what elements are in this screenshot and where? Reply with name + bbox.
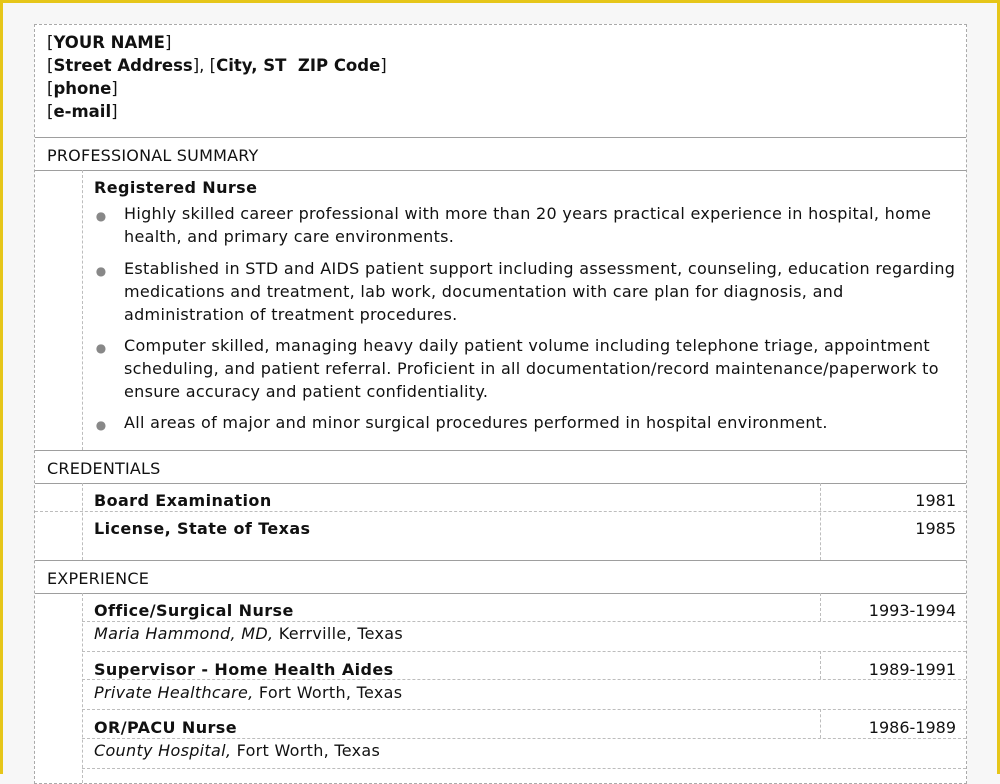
job-location: Fort Worth, Texas <box>231 741 381 760</box>
section-heading-credentials: CREDENTIALS <box>47 459 161 478</box>
summary-title: Registered Nurse <box>94 178 258 197</box>
column-divider <box>82 170 83 450</box>
job-title: OR/PACU Nurse <box>94 718 237 737</box>
resume-page <box>34 24 967 784</box>
summary-bullet: Established in STD and AIDS patient support including assessment, counseling, education regarding medications and treatment, lab work, documentation with care plan for diagnosis, and administration of treatment procedures. <box>124 259 956 324</box>
column-divider <box>82 483 83 560</box>
job-employer-line <box>94 624 403 643</box>
phone[interactable]: phone <box>53 79 112 98</box>
job-years: 1993-1994 <box>868 601 956 620</box>
city-state-zip[interactable]: City, ST ZIP Code <box>216 56 381 75</box>
job-location: Fort Worth, Texas <box>253 683 403 702</box>
section-heading-summary: PROFESSIONAL SUMMARY <box>47 146 259 165</box>
bullet-icon: ● <box>95 418 107 432</box>
divider <box>35 137 966 138</box>
divider <box>82 621 966 622</box>
divider <box>82 709 966 710</box>
credential-year: 1981 <box>915 491 956 510</box>
divider <box>82 651 966 652</box>
section-heading-experience: EXPERIENCE <box>47 569 150 588</box>
job-employer-line <box>94 683 402 702</box>
job-location: Kerrville, Texas <box>273 624 404 643</box>
job-years: 1989-1991 <box>868 660 956 679</box>
job-employer: Private Healthcare, <box>94 683 254 702</box>
column-divider <box>820 483 821 560</box>
divider <box>35 170 966 171</box>
column-divider <box>820 651 821 679</box>
credential-title: Board Examination <box>94 491 272 510</box>
bullet-icon: ● <box>95 341 107 355</box>
divider <box>35 483 966 484</box>
email[interactable]: e-mail <box>53 102 112 121</box>
divider <box>35 593 966 594</box>
job-employer: Maria Hammond, MD, <box>94 624 274 643</box>
divider <box>82 768 966 769</box>
summary-bullet: Highly skilled career professional with more than 20 years practical experience in hospital, home health, and primary care environments. <box>124 204 932 246</box>
name[interactable]: YOUR NAME <box>53 33 165 52</box>
job-title: Office/Surgical Nurse <box>94 601 294 620</box>
contact-header: [YOUR NAME] [Street Address], [City, ST ZIP Code] [phone] [e-mail] <box>47 33 387 121</box>
divider <box>35 560 966 561</box>
job-employer-line <box>94 741 380 760</box>
bullet-icon: ● <box>95 264 107 278</box>
street-address[interactable]: Street Address <box>53 56 193 75</box>
bullet-icon: ● <box>95 209 107 223</box>
divider <box>82 679 966 680</box>
divider <box>35 511 966 512</box>
divider <box>35 450 966 451</box>
divider <box>82 738 966 739</box>
credential-year: 1985 <box>915 519 956 538</box>
job-years: 1986-1989 <box>868 718 956 737</box>
job-employer: County Hospital, <box>94 741 232 760</box>
summary-bullet: All areas of major and minor surgical procedures performed in hospital environment. <box>124 413 828 432</box>
summary-bullet: Computer skilled, managing heavy daily patient volume including telephone triage, appointment scheduling, and patient referral. Proficient in all documentation/record maintenance/paperwork to ensure accuracy and patient confidentiality. <box>124 336 939 401</box>
credential-title: License, State of Texas <box>94 519 311 538</box>
job-title: Supervisor - Home Health Aides <box>94 660 394 679</box>
column-divider <box>820 593 821 621</box>
column-divider <box>820 709 821 738</box>
